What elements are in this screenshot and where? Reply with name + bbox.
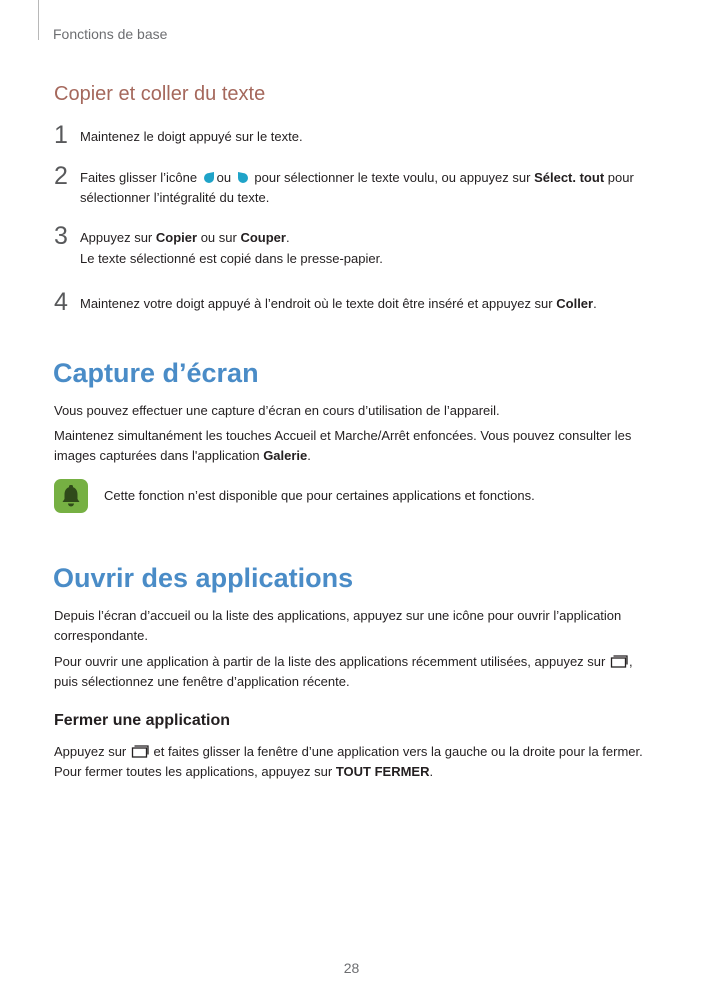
open-apps-paragraph-1: Depuis l’écran d’accueil ou la liste des applications, appuyez sur une icône pour ouvrir l’application correspondante. (54, 608, 622, 643)
step-number: 3 (54, 222, 68, 250)
screenshot-paragraph-2: Maintenez simultanément les touches Accueil et Marche/Arrêt enfoncées. Vous pouvez consulter les images capturées dans l'application Galerie. (54, 428, 632, 463)
open-apps-section-title: Ouvrir des applications (53, 563, 354, 593)
step-number: 2 (54, 162, 68, 190)
selection-handle-left-icon (203, 171, 215, 183)
notice-text: Cette fonction n’est disponible que pour certaines applications et fonctions. (104, 488, 535, 503)
step-result-text: Le texte sélectionné est copié dans le presse-papier. (80, 251, 383, 266)
screenshot-paragraph-1: Vous pouvez effectuer une capture d’écran en cours d’utilisation de l’appareil. (54, 403, 500, 418)
step-text: Appuyez sur Copier ou sur Couper. (80, 230, 290, 245)
open-apps-paragraph-2: Pour ouvrir une application à partir de la liste des applications récemment utilisées, appuyez sur , puis sélectionnez une fenêtre d’application récente. (54, 654, 633, 689)
recent-apps-icon (610, 654, 628, 668)
bell-notice-icon (54, 479, 88, 513)
close-app-subtitle: Fermer une application (54, 712, 231, 729)
step-text: Maintenez votre doigt appuyé à l’endroit où le texte doit être inséré et appuyez sur Coller. (80, 296, 597, 311)
step-number: 4 (54, 288, 68, 316)
page-number: 28 (343, 960, 360, 976)
screenshot-section-title: Capture d’écran (53, 358, 259, 388)
step-text: Faites glisser l’icône ou pour sélectionner le texte voulu, ou appuyez sur Sélect. tout pour sélectionner l’intégralité du texte. (80, 170, 634, 205)
notice-icon-badge (54, 479, 88, 513)
selection-handle-right-icon (237, 171, 249, 183)
recent-apps-icon (131, 744, 149, 758)
copy-paste-title: Copier et coller du texte (54, 83, 266, 105)
step-number: 1 (54, 121, 68, 149)
running-header: Fonctions de base (53, 26, 168, 42)
close-app-paragraph: Appuyez sur et faites glisser la fenêtre d’une application vers la gauche ou la droite pour la fermer. Pour fermer toutes les applications, appuyez sur TOUT FERMER. (54, 744, 643, 779)
step-text: Maintenez le doigt appuyé sur le texte. (80, 129, 303, 144)
margin-rule (38, 0, 39, 40)
